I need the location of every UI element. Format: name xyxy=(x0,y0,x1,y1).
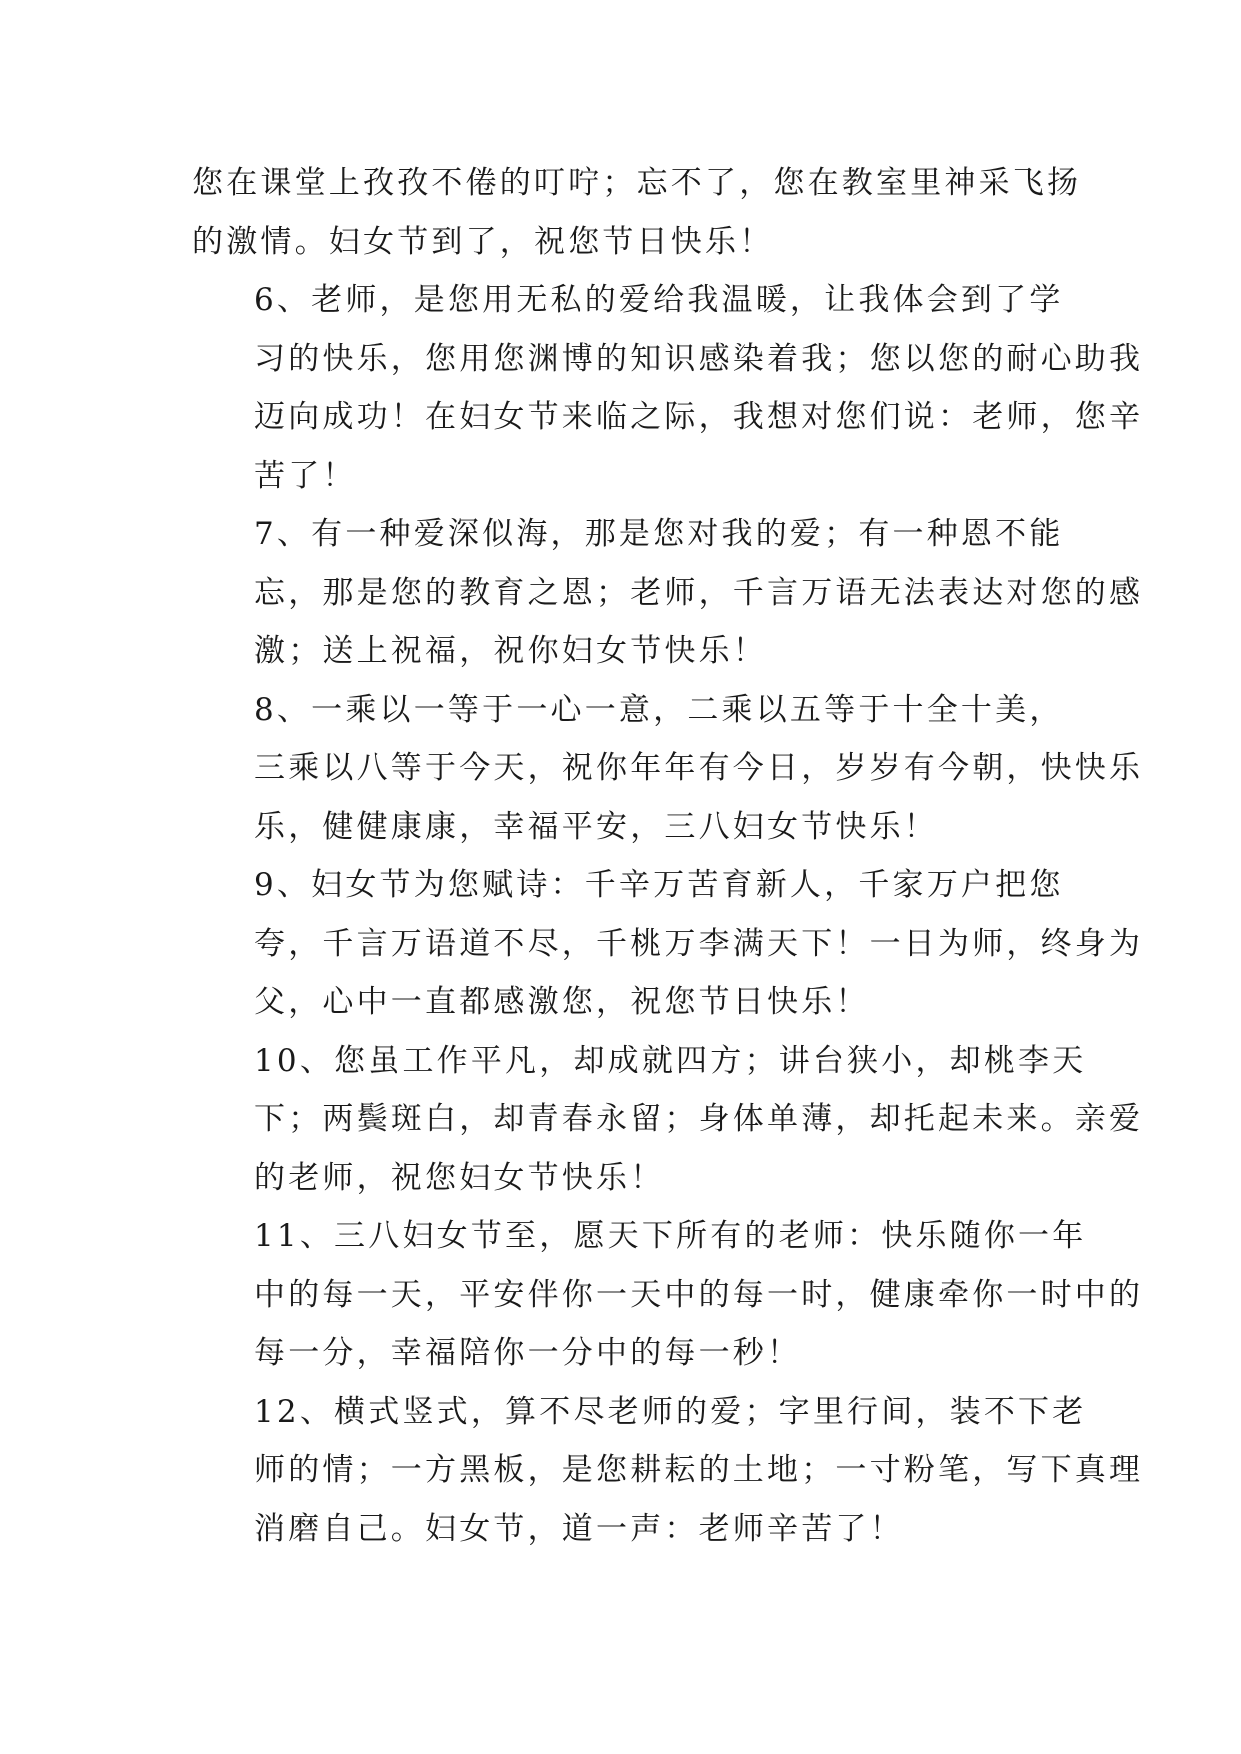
text-line: 6、老师，是您用无私的爱给我温暖，让我体会到了学 xyxy=(254,282,1064,318)
text-line: 迈向成功！在妇女节来临之际，我想对您们说：老师，您辛 xyxy=(254,399,1144,435)
text-line: 忘，那是您的教育之恩；老师，千言万语无法表达对您的感 xyxy=(254,574,1144,611)
text-line: 中的每一天，平安伴你一天中的每一时，健康牵你一时中的 xyxy=(254,1276,1144,1313)
text-line: 夸，千言万语道不尽，千桃万李满天下！一日为师，终身为 xyxy=(254,925,1144,962)
text-line: 消磨自己。妇女节，道一声：老师辛苦了！ xyxy=(254,1510,904,1547)
text-line: 8、一乘以一等于一心一意，二乘以五等于十全十美， xyxy=(254,691,1064,728)
text-line: 的激情。妇女节到了，祝您节日快乐！ xyxy=(192,223,774,260)
text-line: 12、横式竖式，算不尽老师的爱；字里行间，装不下老 xyxy=(254,1393,1087,1430)
paragraph-item-11 xyxy=(192,1207,1144,1383)
text-line: 父，心中一直都感激您，祝您节日快乐！ xyxy=(254,984,870,1020)
text-line: 10、您虽工作平凡，却成就四方；讲台狭小，却桃李天 xyxy=(254,1042,1087,1079)
paragraph-continuation xyxy=(192,154,1082,271)
text-line: 的老师，祝您妇女节快乐！ xyxy=(254,1159,665,1196)
text-line: 三乘以八等于今天，祝你年年有今日，岁岁有今朝，快快乐 xyxy=(254,750,1144,786)
paragraph-item-6 xyxy=(192,271,1144,505)
paragraph-item-7 xyxy=(192,505,1144,681)
text-line: 激；送上祝福，祝你妇女节快乐！ xyxy=(254,633,767,669)
text-line: 每一分，幸福陪你一分中的每一秒！ xyxy=(254,1335,802,1371)
text-line: 您在课堂上孜孜不倦的叮咛；忘不了，您在教室里神采飞扬 xyxy=(192,165,1082,201)
text-line: 师的情；一方黑板，是您耕耘的土地；一寸粉笔，写下真理 xyxy=(254,1452,1144,1488)
text-line: 苦了！ xyxy=(254,457,357,494)
paragraph-item-10 xyxy=(192,1032,1144,1208)
paragraph-item-8 xyxy=(192,681,1144,857)
text-line: 9、妇女节为您赋诗：千辛万苦育新人，千家万户把您 xyxy=(254,867,1064,903)
paragraph-item-9 xyxy=(192,856,1144,1032)
paragraph-item-12 xyxy=(192,1383,1144,1559)
text-line: 11、三八妇女节至，愿天下所有的老师：快乐随你一年 xyxy=(254,1218,1087,1254)
document-body xyxy=(192,154,1144,1558)
text-line: 习的快乐，您用您渊博的知识感染着我；您以您的耐心助我 xyxy=(254,340,1144,377)
text-line: 乐，健健康康，幸福平安，三八妇女节快乐！ xyxy=(254,808,938,845)
text-line: 7、有一种爱深似海，那是您对我的爱；有一种恩不能 xyxy=(254,516,1064,552)
text-line: 下；两鬓斑白，却青春永留；身体单薄，却托起未来。亲爱 xyxy=(254,1101,1144,1137)
